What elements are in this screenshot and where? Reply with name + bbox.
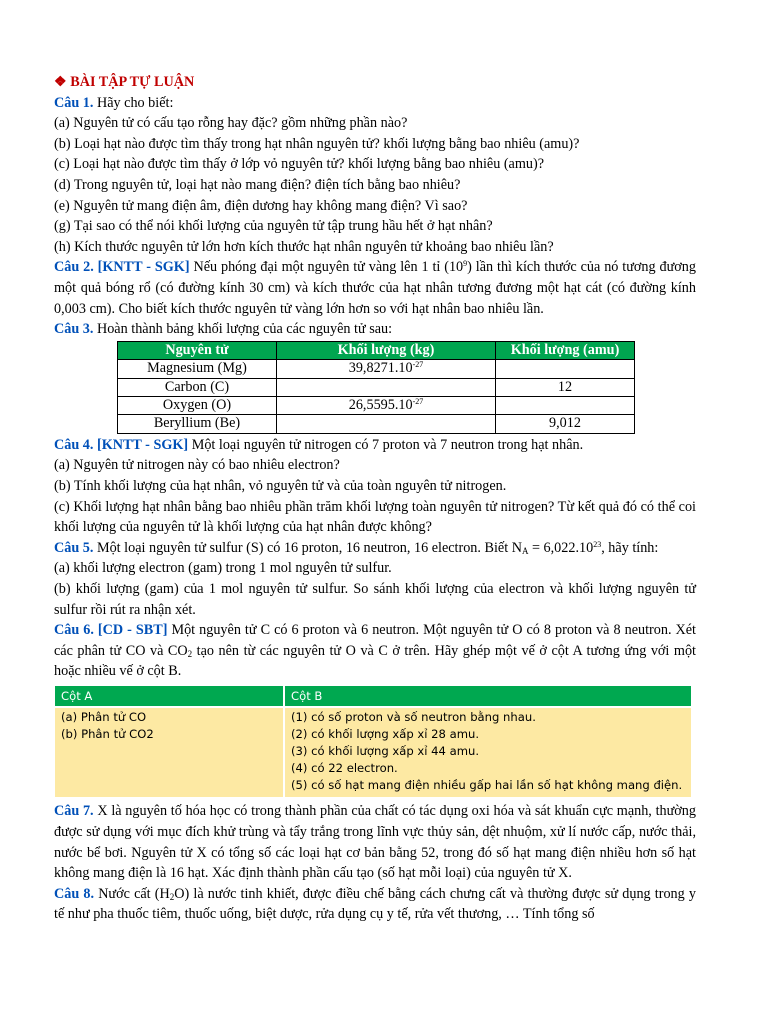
column-b-header: Cột B [284,686,692,708]
column-b-item: (2) có khối lượng xấp xỉ 28 amu. [291,727,480,742]
column-b-item: (3) có khối lượng xấp xỉ 44 amu. [291,744,480,759]
header-mass-kg: Khối lượng (kg) [277,341,496,359]
question-8-text-b: O) là nước tinh khiết, được điều chế bằng cách chưng cất và thường được sử dụng trong y tế như pha thuốc tiêm, thuốc uống, biệt dược, rửa dụng cụ y tế, rửa vết thương, … Tính tổng số [54,885,696,923]
column-b-item: (1) có số proton và số neutron bằng nhau. [291,710,536,725]
q4-item-b: (b) Tính khối lượng của hạt nhân, vỏ nguyên tử và của toàn nguyên tử nitrogen. [54,477,507,494]
question-8-text-a: Nước cất (H [94,885,170,902]
question-6-text-a: Một nguyên tử C có 6 proton và 6 neutron. Một nguyên tử O có 8 proton và 8 neutron. Xét các phân tử CO và CO [54,622,696,659]
header-mass-amu: Khối lượng (amu) [496,341,635,359]
question-6-subscript: 2 [187,648,193,659]
header-atom: Nguyên tử [118,341,277,359]
matching-header-row [55,686,692,708]
q1-item-e: (e) Nguyên tử mang điện âm, điện dương hay không mang điện? Vì sao? [54,197,468,214]
question-4 [54,435,696,456]
q1-item-h: (h) Kích thước nguyên tử lớn hơn kích thước hạt nhân nguyên tử khoảng bao nhiêu lần? [54,238,554,255]
table-row [118,378,635,396]
cell-atom: Oxygen (O) [118,396,277,414]
question-2-exponent: 9 [463,259,468,269]
q5-item-b: (b) khối lượng (gam) của 1 mol nguyên tử sulfur. So sánh khối lượng của electron và khối lượng nguyên tử sulfur rồi rút ra nhận xét. [54,580,696,618]
question-5 [54,538,696,559]
table-row [118,396,635,414]
matching-table [55,686,693,798]
matching-body-row [55,707,692,797]
question-2-text-b: ) lần thì kích thước của nó tương đương một quả bóng rổ (có đường kính 30 cm) và kích thước của hạt nhân tương đương một hạt cát (có đường kính 0,003 cm). Cho biết kích thước nguyên tử vàng lớn hơn so với hạt nhân bao nhiêu lần. [54,259,696,317]
question-8 [54,884,696,925]
column-b-item: (5) có số hạt mang điện nhiều gấp hai lần số hạt không mang điện. [291,778,683,793]
question-3-label: Câu 3. [54,321,94,338]
question-6 [54,620,696,682]
q1-item-b: (b) Loại hạt nào được tìm thấy trong hạt nhân nguyên tử? khối lượng bằng bao nhiêu (amu)? [54,135,580,152]
question-5-subscript: A [521,545,529,556]
question-8-label: Câu 8. [54,885,95,902]
question-6-label: Câu 6. [CD - SBT] [54,622,168,639]
question-5-label: Câu 5. [54,539,94,556]
q1-item-d: (d) Trong nguyên tử, loại hạt nào mang điện? điện tích bằng bao nhiêu? [54,176,461,193]
cell-atom: Magnesium (Mg) [118,360,277,378]
cell-mass-kg: $39,8271.10^{-27}$ [277,360,496,378]
diamond-bullet-icon: ❖ [54,74,67,90]
atomic-mass-table [117,341,635,434]
question-3 [54,319,696,340]
column-a-item: (b) Phân tử CO2 [61,727,154,742]
question-2-label: Câu 2. [KNTT - SGK] [54,259,190,276]
question-1-text: Hãy cho biết: [93,94,174,111]
column-a-header: Cột A [55,686,284,708]
table-row [118,360,635,378]
cell-mass-kg [277,415,496,433]
table-header-row [118,341,635,359]
cell-mass-amu: 12 [496,378,635,396]
q5-item-a: (a) khối lượng electron (gam) trong 1 mol nguyên tử sulfur. [54,560,392,577]
question-1-label: Câu 1. [54,94,94,111]
section-heading [54,72,696,93]
column-a-cell [55,707,284,797]
cell-mass-kg [277,378,496,396]
question-6-text-b: tạo nên từ các nguyên tử O và C ở trên. Hãy ghép một vế ở cột A tương ứng với một hoặc nhiều vế ở cột B. [54,642,696,680]
q1-item-c: (c) Loại hạt nào được tìm thấy ở lớp vỏ nguyên tử? khối lượng bằng bao nhiêu (amu)? [54,156,545,173]
question-5-text-b: = 6,022.10 [528,539,594,556]
q1-item-g: (g) Tại sao có thể nói khối lượng của nguyên tử tập trung hầu hết ở hạt nhân? [54,218,493,235]
question-5-exponent: 23 [593,539,602,549]
column-b-cell [284,707,692,797]
column-a-item: (a) Phân tử CO [61,710,147,725]
question-3-text: Hoàn thành bảng khối lượng của các nguyên tử sau: [93,321,393,338]
cell-atom: Beryllium (Be) [118,415,277,433]
question-5-text-a: Một loại nguyên tử sulfur (S) có 16 proton, 16 neutron, 16 electron. Biết N [93,539,522,556]
q4-item-c: (c) Khối lượng hạt nhân bằng bao nhiêu phần trăm khối lượng toàn nguyên tử nitrogen? Từ kết quả đó có thể coi khối lượng của nguyên tử là khối lượng của hạt nhân được không? [54,498,696,536]
cell-mass-kg: $26,5595.10^{-27}$ [277,396,496,414]
section-title: BÀI TẬP TỰ LUẬN [70,74,195,90]
q4-item-a: (a) Nguyên tử nitrogen này có bao nhiêu electron? [54,457,340,474]
question-7 [54,801,696,883]
question-5-text-c: , hãy tính: [601,539,659,556]
question-8-subscript: 2 [169,891,175,902]
cell-mass-amu [496,396,635,414]
question-4-text: Một loại nguyên tử nitrogen có 7 proton và 7 neutron trong hạt nhân. [188,436,584,453]
q1-item-a: (a) Nguyên tử có cấu tạo rỗng hay đặc? gồm những phần nào? [54,115,408,132]
question-7-text: X là nguyên tố hóa học có trong thành phần của chất có tác dụng oxi hóa và sát khuẩn cực mạnh, thường được sử dụng với mục đích khử trùng và tẩy trắng trong lĩnh vực thủy sản, dệt nhuộm, xử lí nước cấp, nước thải, nước bể bơi. Nguyên tử X có tổng số các loại hạt cơ bản bằng 52, trong đó số hạt mang điện nhiều hơn số hạt không mang điện là 16 hạt. Xác định thành phần cấu tạo (số hạt mỗi loại) của nguyên tử X. [54,803,696,882]
cell-mass-amu [496,360,635,378]
column-b-item: (4) có 22 electron. [291,761,398,776]
question-2 [54,257,696,319]
document-page [54,72,696,925]
question-4-label: Câu 4. [KNTT - SGK] [54,436,189,453]
cell-atom: Carbon (C) [118,378,277,396]
table-row [118,415,635,433]
question-7-label: Câu 7. [54,803,94,820]
question-1 [54,93,696,114]
question-2-text-a: Nếu phóng đại một nguyên tử vàng lên 1 tỉ (10 [189,259,464,276]
cell-mass-amu: 9,012 [496,415,635,433]
